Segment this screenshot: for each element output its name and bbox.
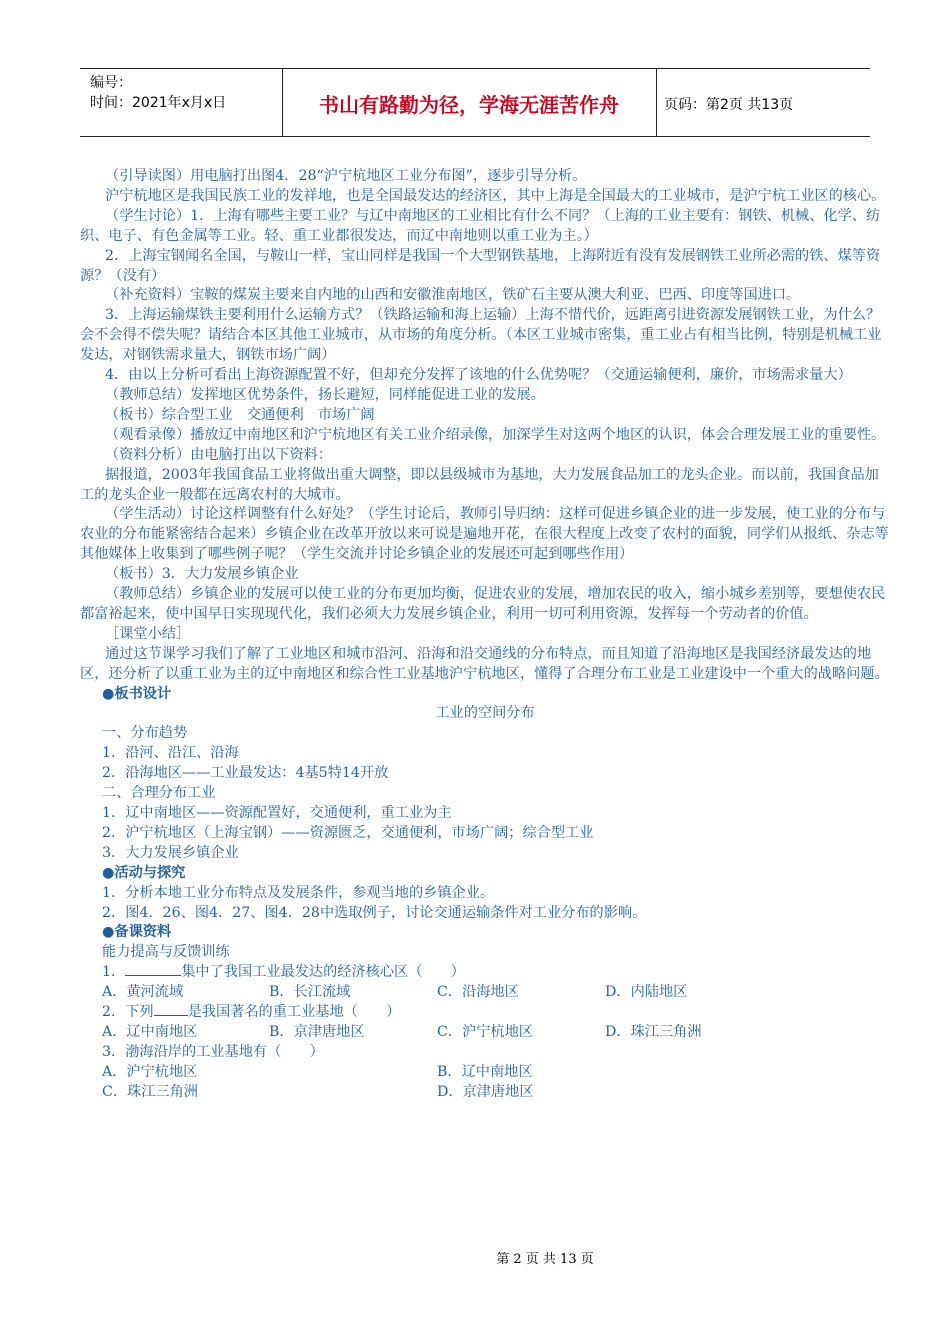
board-line: 2．沿海地区——工业最发达：4基5特14开放 <box>102 765 389 782</box>
paragraph: 沪宁杭地区是我国民族工业的发祥地，也是全国最发达的经济区，其中上海是全国最大的工业城市，是沪宁杭工业区的核心。 <box>105 187 886 204</box>
document-body <box>80 167 890 1103</box>
option: A．沪宁杭地区 <box>102 1063 198 1080</box>
question-number: 1． <box>102 964 126 981</box>
board-heading: ●板书设计 <box>102 685 172 702</box>
option: B．辽中南地区 <box>437 1063 533 1080</box>
board-line: 3．大力发展乡镇企业 <box>102 844 239 861</box>
option: C．珠江三角洲 <box>102 1083 198 1100</box>
board-line: 二、合理分布工业 <box>102 785 216 802</box>
option: A．辽中南地区 <box>102 1023 198 1040</box>
header-page-info: 页码：第2页 共13页 <box>664 97 794 113</box>
paragraph: ［课堂小结］ <box>105 625 191 642</box>
option: C．沿海地区 <box>437 984 519 1001</box>
paragraph: （板书）综合型工业 交通便利 市场广阔 <box>105 406 375 423</box>
option: D．内陆地区 <box>605 984 688 1001</box>
board-line: 1．辽中南地区——资源配置好，交通便利，重工业为主 <box>102 805 452 821</box>
question-options <box>80 1023 890 1043</box>
prep-subheading: 能力提高与反馈训练 <box>102 944 230 961</box>
question-number: 2． <box>102 1004 126 1021</box>
question-text: 下列 <box>125 1004 154 1021</box>
paragraph: 4．由以上分析可看出上海资源配置不好，但却充分发挥了该地的什么优势呢？（交通运输便利，廉价，市场需求量大） <box>105 367 852 384</box>
question-options <box>80 983 890 1003</box>
board-line: 1．沿河、沿江、沿海 <box>102 745 239 762</box>
board-line: 2．沪宁杭地区（上海宝钢）——资源匮乏，交通便利，市场广阔；综合型工业 <box>102 824 594 841</box>
question-options <box>80 1083 890 1103</box>
activity-line: 2．图4．26、图4．27、图4．28中选取例子，讨论交通运输条件对工业分布的影响。 <box>102 904 647 921</box>
question <box>80 963 890 983</box>
header-divider <box>656 69 657 136</box>
board-title: 工业的空间分布 <box>435 705 535 722</box>
date-label: 时间：2021年x月x日 <box>90 95 227 111</box>
option: B．长江流域 <box>269 984 351 1001</box>
number-label: 编号： <box>90 75 132 91</box>
paragraph: （观看录像）播放辽中南地区和沪宁杭地区有关工业介绍录像，加深学生对这两个地区的认识，体会合理发展工业的重要性。 <box>105 426 886 443</box>
paragraph: （学生活动）讨论这样调整有什么好处？（学生讨论后，教师引导归纳：这样可促进乡镇企业的进一步发展，使工业的分布与农业的分布能紧密结合起来）乡镇企业在改革开放以来可说是遍地开花，在很大程度上改变了农村的面貌，同学们从报纸、杂志等其他媒体上收集到了哪些例子呢？（学生交流并讨论乡镇企业的发展还可起到哪些作用） <box>80 506 889 563</box>
paragraph: （资料分析）由电脑打出以下资料： <box>105 446 333 463</box>
header-meta <box>90 73 226 113</box>
question-text: 渤海沿岸的工业基地有（ ） <box>125 1043 324 1060</box>
activity-line: 1．分析本地工业分布特点及发展条件，参观当地的乡镇企业。 <box>102 884 495 901</box>
option: B．京津唐地区 <box>269 1023 365 1040</box>
paragraph: （补充资料）宝鞍的煤炭主要来自内地的山西和安徽淮南地区，铁矿石主要从澳大利亚、巴西、印度等国进口。 <box>105 287 801 304</box>
paragraph: 通过这节课学习我们了解了工业地区和城市沿河、沿海和沿交通线的分布特点，而且知道了沿海地区是我国经济最发达的地区，还分析了以重工业为主的辽中南地区和综合性工业基地沪宁杭地区，懂得了合理分布工业是工业建设中一个重大的战略问题。 <box>80 645 889 682</box>
question-options <box>80 1063 890 1083</box>
page-footer: 第 2 页 共 13 页 <box>496 1252 594 1267</box>
paragraph: （教师总结）发挥地区优势条件，扬长避短，同样能促进工业的发展。 <box>105 386 545 403</box>
prep-heading: ●备课资料 <box>102 924 172 941</box>
question-text: 是我国著名的重工业基地（ ） <box>187 1004 401 1021</box>
paragraph: 3．上海运输煤铁主要利用什么运输方式？（铁路运输和海上运输）上海不惜代价，远距离引进资源发展钢铁工业，为什么？会不会得不偿失呢？请结合本区其他工业城市，从市场的角度分析。（本区工业城市密集，重工业占有相当比例，特别是机械工业发达，对钢铁需求量大，钢铁市场广阔） <box>80 307 882 364</box>
option: A．黄河流域 <box>102 984 184 1001</box>
option: C．沪宁杭地区 <box>437 1023 533 1040</box>
paragraph: （学生讨论）1．上海有哪些主要工业？与辽中南地区的工业相比有什么不同？（上海的工业主要有：钢铁、机械、化学、纺织、电子、有色金属等工业。轻、重工业都很发达，而辽中南地则以重工业为主。） <box>80 207 881 244</box>
paragraph: （板书）3．大力发展乡镇企业 <box>105 566 299 583</box>
header-motto: 书山有路勤为径，学海无涯苦作舟 <box>319 93 619 117</box>
question-text: 集中了我国工业最发达的经济核心区（ ） <box>181 964 465 981</box>
answer-blank[interactable] <box>154 1015 188 1016</box>
option: D．珠江三角洲 <box>605 1023 702 1040</box>
paragraph: 据报道，2003年我国食品工业将做出重大调整，即以县级城市为基地，大力发展食品加工的龙头企业。而以前，我国食品加工的龙头企业一般都在远离农村的大城市。 <box>80 466 879 503</box>
question-number: 3． <box>102 1043 126 1060</box>
question <box>80 1003 890 1023</box>
question <box>80 1043 890 1063</box>
activity-heading: ●活动与探究 <box>102 864 186 881</box>
paragraph: 2．上海宝钢闻名全国，与鞍山一样，宝山同样是我国一个大型钢铁基地，上海附近有没有发展钢铁工业所必需的铁、煤等资源？（没有） <box>80 247 881 284</box>
option: D．京津唐地区 <box>437 1083 534 1100</box>
paragraph: （教师总结）乡镇企业的发展可以使工业的分布更加均衡，促进农业的发展，增加农民的收入，缩小城乡差别等，要想使农民都富裕起来，使中国早日实现现代化，我们必须大力发展乡镇企业，利用一切可利用资源，发挥每一个劳动者的价值。 <box>80 586 886 622</box>
answer-blank[interactable] <box>125 975 181 976</box>
board-line: 一、分布趋势 <box>102 725 188 742</box>
paragraph: （引导读图）用电脑打出图4．28“沪宁杭地区工业分布图”，逐步引导分析。 <box>105 168 587 184</box>
page-header <box>80 68 870 137</box>
